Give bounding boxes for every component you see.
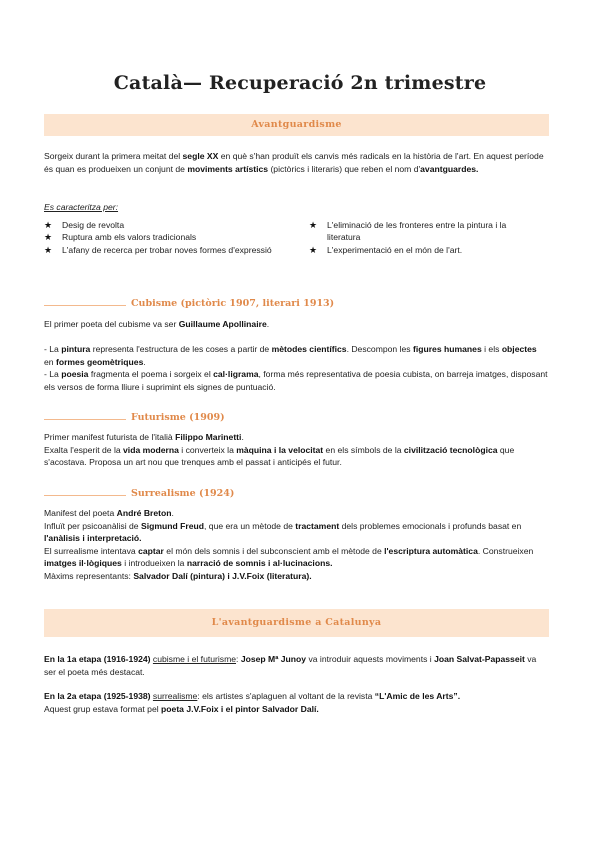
text: - La (44, 369, 62, 379)
section-divider (44, 495, 126, 496)
star-icon: ★ (44, 244, 53, 255)
text: Aquest grup estava format pel (44, 703, 162, 714)
text: Influït per psicoanàlisi de (44, 520, 141, 531)
futurisme-heading: Futurisme (1909) (131, 412, 225, 423)
list-item-text: L'afany de recerca per trobar noves formes d'expressió (62, 244, 272, 255)
text: . (171, 508, 174, 518)
bold-text: cal·ligrama (213, 369, 259, 379)
text: dels problemes emocionals i profunds basat en (339, 520, 522, 531)
text: fragmenta el poema i sorgeix el (88, 369, 214, 379)
bold-text: Guillaume Apollinaire (178, 319, 267, 329)
traits-list-right (309, 219, 509, 256)
intro-paragraph (44, 150, 550, 175)
list-item-text: Ruptura amb els valors tradicionals (62, 232, 197, 243)
list-item (44, 219, 284, 231)
bold-text: màquina i la velocitat (236, 444, 324, 455)
text: Màxims representants: (44, 570, 134, 581)
text: El surrealisme intentava (44, 545, 139, 556)
bold-text: imatges il·lògiques (44, 558, 122, 568)
star-icon: ★ (309, 220, 318, 230)
futurisme-paragraph (44, 431, 550, 469)
intro-text: (pictòrics i literaris) que reben el nom d' (268, 163, 421, 174)
page-title: Català— Recuperació 2n trimestre (113, 72, 487, 94)
list-item-text: Desig de revolta (62, 220, 125, 230)
intro-bold: segle XX (182, 151, 219, 161)
text: va ser el poeta més destacat. (44, 654, 537, 677)
bold-text: l'anàlisis i interpretació. (44, 533, 142, 543)
text: . Descompon les (346, 344, 413, 354)
bold-text: En la 2a etapa (1925-1938) (44, 691, 151, 701)
bold-text: André Breton (116, 508, 172, 518)
cubisme-paragraph-2 (44, 343, 544, 368)
list-item (44, 244, 272, 256)
intro-bold: avantguardes. (420, 163, 479, 174)
bold-text: mètodes científics (271, 344, 347, 354)
bold-text: l'escriptura automàtica (384, 545, 478, 556)
characterized-label (44, 201, 118, 214)
characterized-label-text: Es caracteritza per: (44, 202, 119, 212)
section-banner-avantguardisme: Avantguardisme (44, 114, 549, 136)
text: en els símbols de la (323, 444, 404, 455)
text: el món dels somnis i del subconscient amb el mètode de (163, 545, 385, 556)
text: . (143, 356, 146, 367)
star-icon: ★ (309, 244, 318, 255)
star-icon: ★ (44, 220, 53, 230)
bold-text: Joan Salvat-Papasseit (434, 654, 525, 664)
list-item-text: L'eliminació de les fronteres entre la pintura i la literatura (327, 220, 507, 243)
text: , forma més representativa de poesia cubista, on barreja imatges, disposant els versos de forma lliure i suprimint els signes de puntuació. (44, 369, 548, 392)
text: Manifest del poeta (44, 508, 117, 518)
bold-text: Josep Mª Junoy (240, 654, 307, 664)
bold-text: poesia (61, 369, 89, 379)
bold-text: Salvador Dalí (pintura) i J.V.Foix (literatura). (133, 570, 312, 581)
list-item (309, 244, 509, 256)
text: en (44, 356, 56, 367)
text: , que era un mètode de (204, 520, 296, 531)
cubisme-paragraph-1 (44, 318, 550, 331)
bold-text: Filippo Marinetti (175, 432, 242, 442)
bold-text: narració de somnis i al·lucinacions. (186, 558, 333, 568)
star-icon: ★ (44, 232, 53, 243)
underlined-text: surrealisme (152, 691, 198, 701)
catalunya-etapa-1 (44, 653, 550, 678)
text: : (236, 654, 241, 664)
traits-list-left (44, 219, 284, 256)
bold-text: captar (138, 545, 164, 556)
text: - La (44, 344, 62, 354)
bold-text: figures humanes (412, 344, 482, 354)
text: representa l'estructura de les coses a partir de (90, 344, 272, 354)
section-divider (44, 305, 126, 306)
intro-text: Sorgeix durant la primera meitat del (44, 151, 183, 161)
bold-text: objectes (501, 344, 537, 354)
bold-text: En la 1a etapa (1916-1924) (44, 654, 151, 664)
bold-text: civilització tecnològica (403, 444, 498, 455)
underlined-text: cubisme i el futurisme (152, 654, 237, 664)
text: . (266, 319, 270, 329)
list-item-text: L'experimentació en el món de l'art. (327, 244, 463, 255)
cubisme-heading: Cubisme (pictòric 1907, literari 1913) (131, 298, 335, 309)
section-banner-catalunya: L'avantguardisme a Catalunya (44, 609, 549, 637)
bold-text: formes geomètriques (55, 356, 144, 367)
text: i els (481, 344, 502, 354)
text: Primer manifest futurista de l'italià (44, 432, 176, 442)
text: que s'acostava. Proposa un art nou que trenques amb el passat i anticipés el futur. (44, 444, 515, 467)
surrealisme-paragraph (44, 507, 550, 582)
text: . (241, 432, 244, 442)
section-divider (44, 419, 126, 420)
bold-text: tractament (295, 520, 340, 531)
bold-text: poeta J.V.Foix i el pintor Salvador Dalí. (161, 703, 319, 714)
catalunya-etapa-2 (44, 690, 550, 715)
bold-text: vida moderna (123, 444, 179, 455)
text: va introduir aquests moviments i (306, 654, 435, 664)
list-item (309, 219, 509, 244)
list-item (44, 231, 284, 243)
text: . Construeixen (477, 545, 534, 556)
text: i introdueixen la (121, 558, 187, 568)
text: i converteix la (178, 444, 237, 455)
cubisme-paragraph-3 (44, 368, 550, 393)
bold-text: “L'Amic de les Arts”. (374, 691, 461, 701)
bold-text: pintura (61, 344, 91, 354)
intro-bold: moviments artístics (187, 163, 269, 174)
intro-text: en què s'han produït els canvis més radicals en la història de l'art. En aquest període és quan es produeixen un conjunt de (44, 151, 544, 174)
bold-text: Sigmund Freud (140, 520, 205, 531)
text: El primer poeta del cubisme va ser (44, 319, 179, 329)
text: Exalta l'esperit de la (44, 444, 124, 455)
text: : els artistes s'aplaguen al voltant de la revista (197, 691, 375, 701)
surrealisme-heading: Surrealisme (1924) (131, 488, 235, 499)
